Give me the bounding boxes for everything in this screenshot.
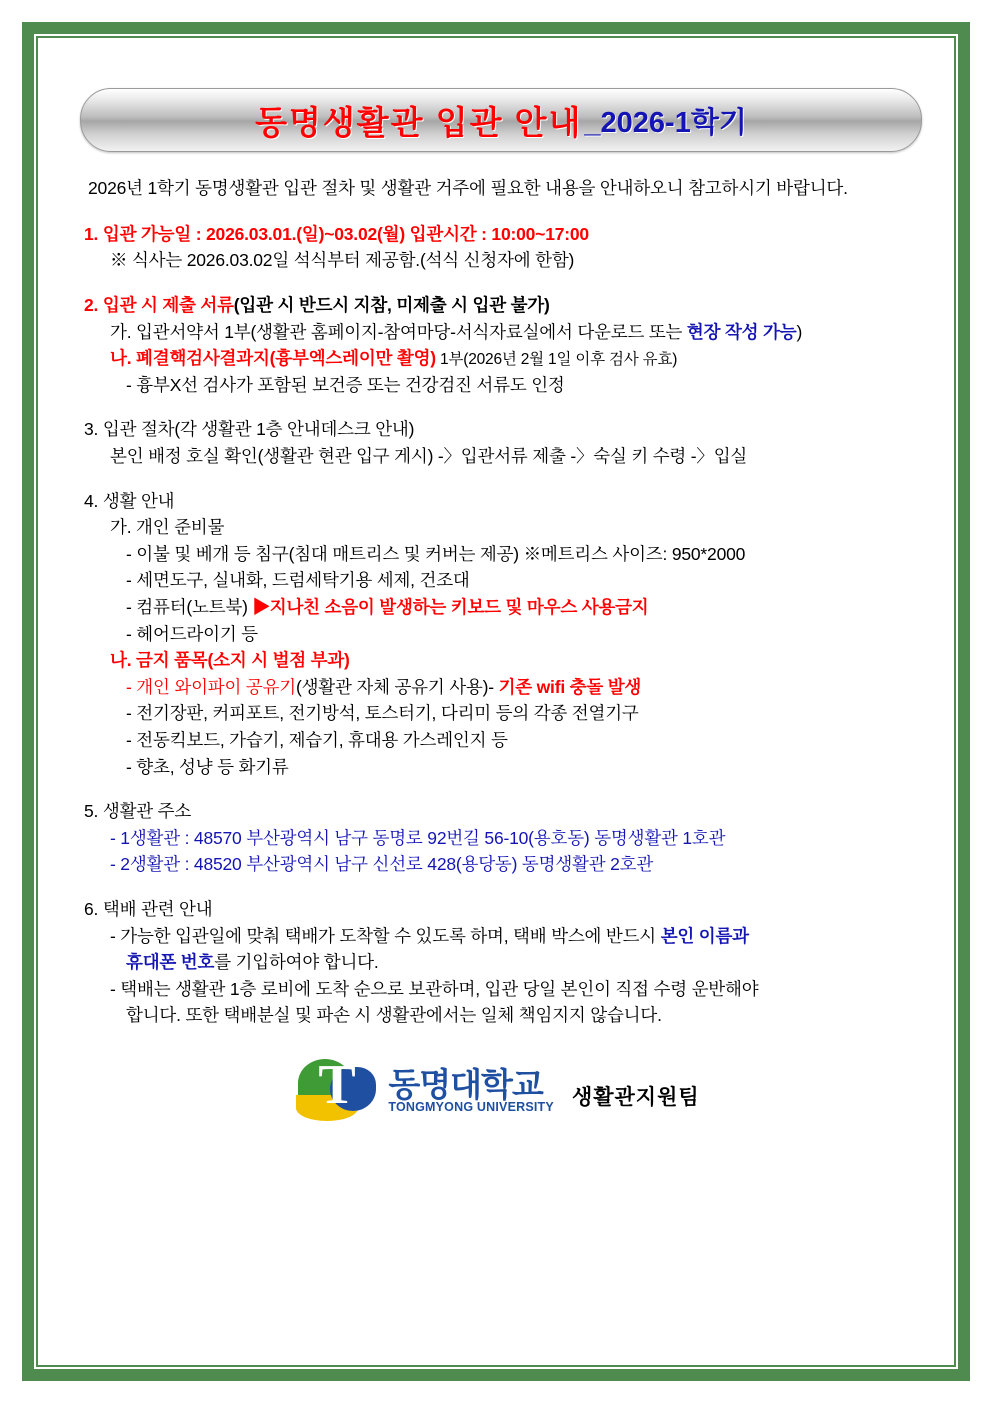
section-2-number: 2. (84, 295, 99, 316)
section-4-ga-item-1: - 이불 및 베개 등 침구(침대 매트리스 및 커버는 제공) ※메트리스 사이즈: 950*2000 (126, 543, 746, 564)
section-6-item-1-line-2 (126, 949, 912, 976)
university-logo-icon (292, 1055, 378, 1127)
department-name: 생활관지원팀 (571, 1085, 700, 1109)
section-2-item-dash: - 흉부X선 검사가 포함된 보건증 또는 건강검진 서류도 인정 (126, 374, 565, 395)
logo-text (388, 1065, 554, 1115)
section-2-item-na-highlight: 나. 폐결핵검사결과지(흉부엑스레이만 촬영) (110, 348, 436, 369)
section-4-na-wifi-note: (생활관 자체 공유기 사용)- (295, 676, 499, 697)
section-6-heading (84, 896, 912, 923)
section-2-item-ga-highlight: 현장 작성 가능 (686, 321, 797, 342)
section-4-heading-text: 생활 안내 (102, 490, 175, 511)
section-3-heading (84, 416, 912, 443)
section-6-number: 6. (84, 898, 99, 919)
section-2-heading-text: 입관 시 제출 서류 (102, 295, 234, 316)
section-4-na-item-3: - 향초, 성냥 등 화기류 (126, 756, 289, 777)
section-6-item-1-highlight-1: 본인 이름과 (660, 925, 749, 946)
section-6-heading-text: 택배 관련 안내 (102, 898, 213, 919)
logo-letter: T (318, 1053, 356, 1116)
section-3-number: 3. (84, 419, 99, 440)
section-2-item-ga-part1: 가. 입관서약서 1부(생활관 홈페이지-참여마당-서식자료실에서 다운로드 또는 (110, 321, 687, 342)
section-2-heading-note: (입관 시 반드시 지참, 미제출 시 입관 불가) (233, 295, 550, 316)
section-4-sub-na: 나. 금지 품목(소지 시 벌점 부과) (110, 650, 350, 671)
title-main: 동명생활관 입관 안내 (255, 103, 583, 141)
section-1-heading-text: 입관 가능일 : 2026.03.01.(일)~03.02(월) 입관시간 : 10:00~17:00 (102, 223, 589, 244)
section-4-na-wifi (126, 674, 912, 701)
title-sub: _2026-1학기 (584, 106, 747, 139)
section-6-item-1-highlight-2: 휴대폰 번호 (126, 952, 215, 973)
section-4 (80, 488, 912, 781)
section-1-note: ※ 식사는 2026.03.02일 석식부터 제공함.(석식 신청자에 한함) (110, 250, 575, 271)
section-4-na-item-2: - 전동킥보드, 가습기, 제습기, 휴대용 가스레인지 등 (126, 729, 508, 750)
section-1-number: 1. (84, 223, 99, 244)
section-2-item-ga (110, 319, 912, 346)
section-2 (80, 292, 912, 398)
title-banner (80, 88, 922, 152)
logo-name-korean: 동명대학교 (388, 1065, 543, 1103)
section-2-heading (84, 292, 912, 319)
section-3-heading-text: 입관 절차(각 생활관 1층 안내데스크 안내) (102, 419, 415, 440)
section-4-ga-item-last: - 헤어드라이기 등 (126, 623, 258, 644)
section-6-item-2-line-1: - 택배는 생활관 1층 로비에 도착 순으로 보관하며, 입관 당일 본인이 직접 수령 운반해야 (110, 978, 759, 999)
section-4-heading (84, 488, 912, 515)
section-6-item-1-line-1 (110, 923, 912, 950)
section-3-detail: 본인 배정 호실 확인(생활관 현관 입구 게시) -〉입관서류 제출 -〉숙실 키 수령 -〉입실 (110, 446, 748, 467)
section-5-heading (84, 798, 912, 825)
poster-content (50, 50, 942, 1353)
section-5-item-2: - 2생활관 : 48520 부산광역시 남구 신선로 428(용당동) 동명생활관 2호관 (110, 854, 654, 875)
section-6 (80, 896, 912, 1029)
section-6-item-1-tail: 를 기입하여야 합니다. (214, 952, 379, 973)
section-4-number: 4. (84, 490, 99, 511)
section-1-heading (84, 221, 912, 248)
section-1 (80, 221, 912, 274)
section-4-na-wifi-item: - 개인 와이파이 공유기 (126, 676, 296, 697)
section-5-item-1: - 1생활관 : 48570 부산광역시 남구 동명로 92번길 56-10(용호동) 동명생활관 1호관 (110, 827, 726, 848)
section-5 (80, 798, 912, 878)
section-6-item-1-text: - 가능한 입관일에 맞춰 택배가 도착할 수 있도록 하며, 택배 박스에 반드시 (110, 925, 661, 946)
logo-name-english: TONGMYONG UNIVERSITY (388, 1100, 554, 1115)
section-4-na-item-1: - 전기장판, 커피포트, 전기방석, 토스터기, 다리미 등의 각종 전열기구 (126, 703, 639, 724)
section-2-item-ga-part3: ) (796, 321, 803, 342)
section-2-item-na-rest: 1부(2026년 2월 1일 이후 검사 유효) (435, 351, 678, 369)
footer-logo-block (80, 1055, 912, 1127)
section-4-sub-ga: 가. 개인 준비물 (110, 517, 225, 538)
section-2-item-na (110, 345, 912, 372)
section-4-ga-computer-warning: ▶지나친 소음이 발생하는 키보드 및 마우스 사용금지 (252, 597, 649, 617)
intro-paragraph: 2026년 1학기 동명생활관 입관 절차 및 생활관 거주에 필요한 내용을 안내하오니 참고하시기 바랍니다. (88, 178, 848, 198)
section-4-ga-computer (126, 594, 912, 621)
section-5-number: 5. (84, 801, 99, 822)
section-4-ga-item-2: - 세면도구, 실내화, 드럼세탁기용 세제, 건조대 (126, 570, 470, 591)
section-4-na-wifi-warning: 기존 wifi 충돌 발생 (498, 676, 642, 697)
section-6-item-2-line-2: 합니다. 또한 택배분실 및 파손 시 생활관에서는 일체 책임지지 않습니다. (126, 1005, 662, 1026)
section-5-heading-text: 생활관 주소 (102, 801, 192, 822)
section-3 (80, 416, 912, 469)
section-4-ga-computer-label: - 컴퓨터(노트북) (126, 597, 253, 617)
